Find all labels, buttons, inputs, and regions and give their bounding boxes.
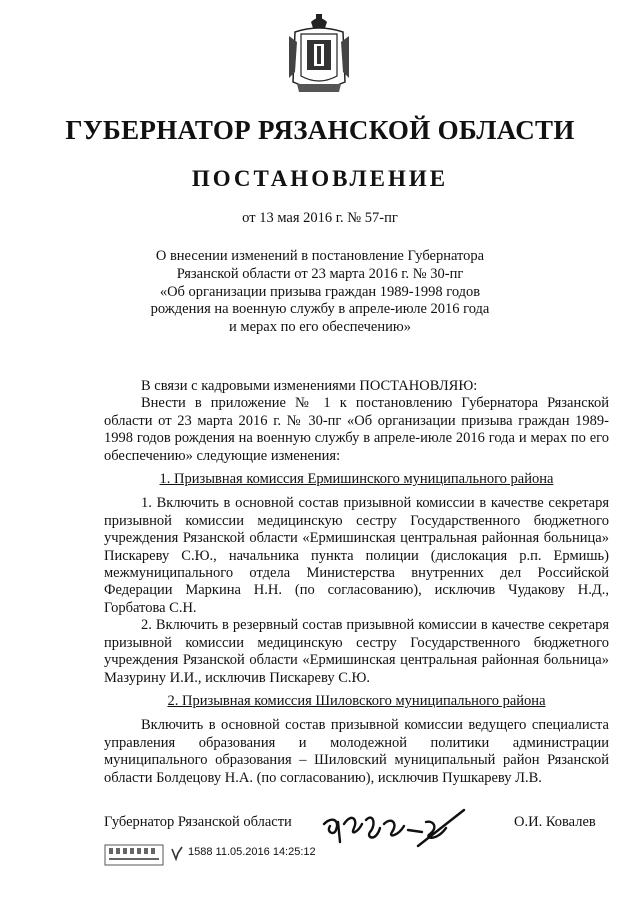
authority-title: ГУБЕРНАТОР РЯЗАНСКОЙ ОБЛАСТИ	[65, 115, 575, 145]
coat-of-arms-icon	[287, 12, 351, 98]
registration-stamp-icon	[104, 844, 164, 866]
section2-text: Включить в основной состав призывной комиссии ведущего специалиста управления образования и молодежной политики администрации муниципального образования – Шиловский муниципальный район Рязанской области Болдецову Н.А. (по согласованию), исключив Пушкареву Л.В.	[104, 717, 609, 786]
registration-mark-icon	[170, 845, 184, 863]
document-type: ПОСТАНОВЛЕНИЕ	[191, 166, 449, 191]
document-subject	[150, 248, 490, 337]
amendment-paragraph: Внести в приложение № 1 к постановлению Губернатора Рязанской области от 23 марта 2016 г. № 30-пг «Об организации призыва граждан 1989-1998 годов рождения на военную службу в апреле-июле 2016 года и мерах по его обеспечению» следующие изменения:	[104, 395, 609, 464]
signatory-name: О.И. Ковалев	[514, 814, 596, 830]
section1-item1: 1. Включить в основной состав призывной комиссии в качестве секретаря призывной комиссии медицинскую сестру Государственного бюджетного учреждения Рязанской области «Ермишинская центральная районная больница» Пискареву С.Ю., начальника пункта полиции (дислокация р.п. Ермишь) межмуниципального отдела Министерства внутренних дел Российской Федерации Маркина Н.Н. (по согласованию), исключив Чудакову Н.Д., Горбатова С.Н.	[104, 495, 609, 616]
subject-line: и мерах по его обеспечению»	[229, 319, 411, 336]
document-body	[104, 378, 609, 787]
section1-item2: 2. Включить в резервный состав призывной комиссии в качестве секретаря призывной комиссии медицинскую сестру Государственного бюджетного учреждения Рязанской области «Ермишинская центральная районная больница» Мазурину И.И., исключив Пискареву С.Ю.	[104, 617, 609, 686]
subject-line: О внесении изменений в постановление Губернатора	[155, 248, 485, 264]
intro-paragraph: В связи с кадровыми изменениями ПОСТАНОВЛЯЮ:	[141, 378, 478, 394]
registration-number: 1588 11.05.2016 14:25:12	[188, 846, 316, 858]
subject-line: Рязанской области от 23 марта 2016 г. № 30-пг	[176, 265, 464, 282]
document-date-number: от 13 мая 2016 г. № 57-пг	[242, 210, 398, 226]
section1-title: 1. Призывная комиссия Ермишинского муниципального района	[159, 471, 554, 488]
subject-line: «Об организации призыва граждан 1989-1998 годов	[159, 283, 481, 300]
handwritten-signature	[318, 802, 468, 862]
section2-title: 2. Призывная комиссия Шиловского муниципального района	[167, 692, 546, 709]
subject-line: рождения на военную службу в апреле-июле 2016 года	[150, 301, 490, 318]
signatory-position: Губернатор Рязанской области	[104, 814, 292, 830]
